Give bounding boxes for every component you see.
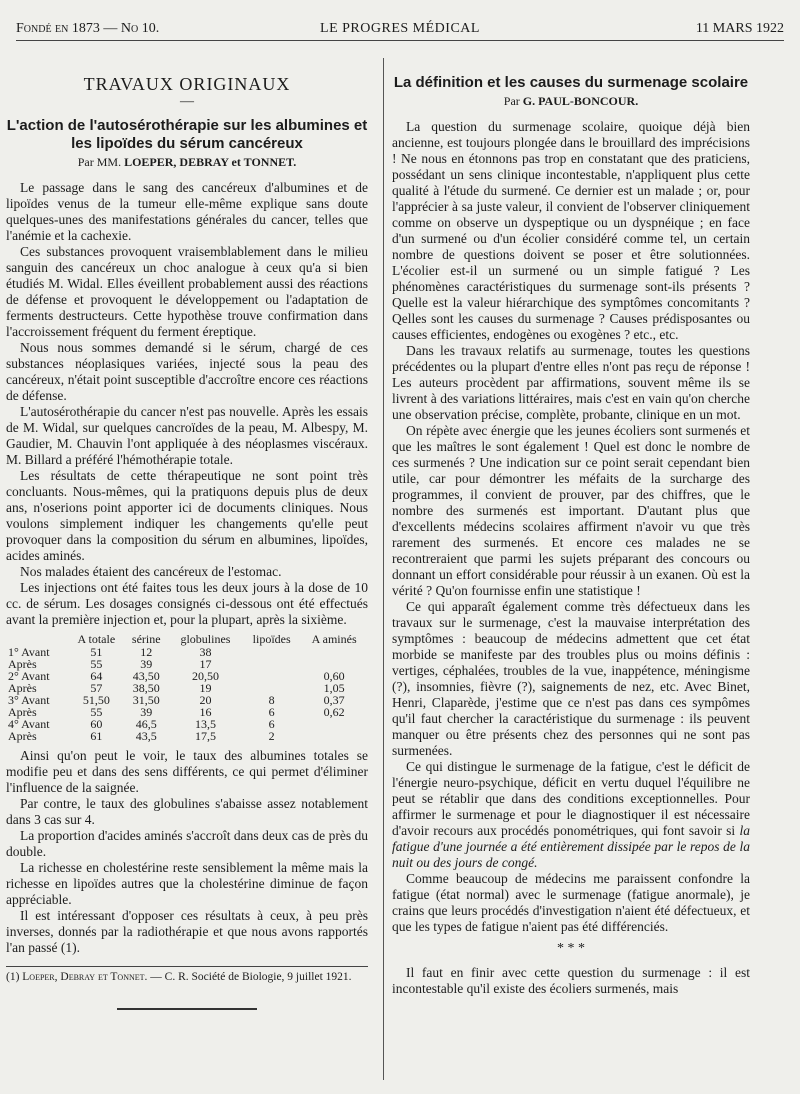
left-column — [6, 66, 368, 1016]
table-cell — [243, 658, 300, 670]
paragraph: Il faut en finir avec cette question du surmenage : il est incontestable qu'il existe des écoliers surmenés, mais — [392, 965, 750, 996]
table-cell — [300, 718, 368, 730]
table-header-cell: lipoïdes — [252, 632, 291, 646]
table-cell: 17,5 — [194, 729, 216, 743]
header-journal-title: LE PROGRES MÉDICAL — [320, 21, 480, 36]
table-cell: 51,50 — [82, 693, 110, 707]
table-cell: 20,50 — [191, 669, 219, 683]
table-cell: 38 — [199, 645, 212, 659]
section-heading: TRAVAUX ORIGINAUX — [83, 74, 291, 94]
table-cell: 0,37 — [323, 693, 345, 707]
paragraph: Ainsi qu'on peut le voir, le taux des albumines totales se modifie peu et dans des sens différents, ce qui permet d'éliminer l'influence de la saignée. — [6, 748, 368, 795]
table-header-cell — [6, 632, 68, 646]
table-row — [6, 658, 368, 670]
paragraph: Les résultats de cette thérapeutique ne sont point très concluants. Nous-mêmes, qui la pratiquons depuis plus de deux ans, n'oserions point apporter ici de documents cliniques. Nous voulons simplement indiquer les changements qu'elle peut provoquer dans la composition du sérum en albumines, lipoïdes, acides aminés. — [6, 468, 368, 563]
footnote — [6, 971, 368, 984]
section-dash: — — [180, 94, 194, 109]
paragraph: Par contre, le taux des globulines s'abaisse assez notablement dans 3 cas sur 4. — [6, 796, 368, 827]
table-cell: 19 — [199, 681, 212, 695]
paragraph: La proportion d'acides aminés s'accroît dans deux cas de près du double. — [6, 828, 368, 859]
header-founded: Fondé en 1873 — No 10. — [16, 21, 160, 36]
article-title-autoserotherapie: L'action de l'autosérothérapie sur les albumines et les lipoïdes du sérum cancéreux — [6, 117, 368, 152]
paragraph: La richesse en cholestérine reste sensiblement la même mais la richesse en lipoïdes autres que la cholestérine diminue de façon appréciable. — [6, 860, 368, 907]
table-cell: 0,60 — [323, 669, 345, 683]
table-row — [6, 706, 368, 718]
column-divider — [383, 58, 384, 1080]
table-cell: 31,50 — [132, 693, 160, 707]
table-row — [6, 670, 368, 682]
table-header-row — [6, 632, 368, 646]
paragraph-text: Ce qui distingue le surmenage de la fatigue, c'est le déficit de l'énergie neuro-psychique, déficit en vertu duquel l'équilibre ne peut se rétablir que dans des conditions exceptionnelles. Pour affirmer le surmenage et pour le diagnostiquer il est nécessaire d'avoir recours aux procédés ponométriques, qui font savoir si — [392, 759, 750, 838]
italic-quote: la fatigue d'une journée a été entièrement dissipée par le repos de la nuit ou des jours de congé. — [392, 823, 750, 870]
table-cell: 43,5 — [135, 729, 157, 743]
row-label: Après — [8, 681, 37, 695]
paragraph: Le passage dans le sang des cancéreux d'albumines et de lipoïdes venus de la tumeur elle-même explique sans doute quelques-unes des manifestations générales du cancer, telles que l'anémie et la cachexie. — [6, 180, 368, 243]
byline-author: G. PAUL-BONCOUR. — [522, 94, 639, 108]
table-cell: 16 — [199, 705, 212, 719]
footnote-reference: — C. R. Société de Biologie, 9 juillet 1921. — [150, 971, 352, 983]
row-label: 2° Avant — [8, 669, 50, 683]
table-cell: 17 — [199, 657, 212, 671]
byline-prefix: Par — [503, 94, 520, 108]
table-cell: 0,62 — [323, 705, 345, 719]
paragraph: Comme beaucoup de médecins me paraissent confondre la fatigue (état normal) avec le surmenage (fatigue anormale), je crains que leurs procédés d'investigation n'aient été défectueux, et que les types de fatigue n'aient pas été différenciés. — [392, 871, 750, 934]
paragraph: Ces substances provoquent vraisemblablement dans le milieu sanguin des cancéreux un choc analogue à ceux qu'a si bien étudiés M. Widal. Elles éveillent probablement aussi des réactions de défense et provoquent le développement ou l'adaptation de ferments destructeurs. Cette hypothèse trouve confirmation dans l'accroissement fréquent du ferment éreptique. — [6, 244, 368, 339]
table-header-cell: A totale — [77, 632, 116, 646]
article-title-surmenage: La définition et les causes du surmenage scolaire — [393, 74, 749, 91]
paragraph: Il est intéressant d'opposer ces résultats à ceux, à peu près inverses, donnés par la radiothérapie et que nous avons rapportés l'an passé (1). — [6, 908, 368, 955]
row-label: 3° Avant — [8, 693, 50, 707]
paragraph: L'autosérothérapie du cancer n'est pas nouvelle. Après les essais de M. Widal, sur quelques cancroïdes de la peau, M. Albespy, M. Gaudier, M. Chauvin l'ont appliquée à des néoplasmes viscéraux. M. Billard a préféré l'hémothérapie totale. — [6, 404, 368, 467]
table-header-cell: globulines — [180, 632, 231, 646]
table-cell — [243, 646, 300, 658]
table-cell: 55 — [90, 705, 103, 719]
footnote-rule — [6, 966, 368, 967]
table-cell: 64 — [90, 669, 103, 683]
table-cell: 12 — [140, 645, 153, 659]
paragraph: Ce qui apparaît également comme très défectueux dans les travaux sur le surmenage, c'est la mauvaise interprétation des symptômes : beaucoup de médecins admettent que cet état morbide se manifeste par des troubles plus ou moins définis : vertiges, céphalées, troubles de la vue, inappétence, méningisme (?), insomnies, fièvre (?), saignements de nez, etc. Avec Binet, Henri, Claparède, j'estime que ce n'est pas dans ces sympômes qu'il faut chercher la caractéristique du surmenage : ils peuvent manquer ou être présents chez des personnes qui ne sont pas surmenées. — [392, 599, 750, 758]
table-cell: 8 — [268, 693, 275, 707]
table-row — [6, 682, 368, 694]
table-row — [6, 646, 368, 658]
table-row — [6, 718, 368, 730]
article-byline — [6, 155, 368, 170]
table-cell: 2 — [268, 729, 275, 743]
table-cell — [243, 670, 300, 682]
row-label: Après — [8, 729, 37, 743]
end-ornament — [6, 1000, 368, 1016]
table-cell: 55 — [90, 657, 103, 671]
byline-prefix: Par MM. — [77, 155, 122, 169]
paragraph: On répète avec énergie que les jeunes écoliers sont surmenés et que les maîtres le sont également ! Quel est donc le nombre de ces surmenés ? Une indication sur ce point serait cependant bien utile, car pour démontrer les méfaits de la surcharge des programmes, il convient de prouver, par des chiffres, que le nombre des surmenés est important. D'autant plus que d'excellents médecins scolaires affirment n'avoir vu que très rarement des surmenés. Et encore ces malades ne se recontreraient que parmi les sujets préparant des concours ou donnant un effort considérable pour réussir à un exanen. Où est la vérité ? Qu'on fournisse enfin une statistique ! — [392, 423, 750, 598]
page-header — [16, 18, 784, 41]
header-date: 11 MARS 1922 — [695, 21, 784, 36]
row-label: Après — [8, 705, 37, 719]
table-cell: 6 — [268, 717, 275, 731]
table-row — [6, 730, 368, 742]
table-cell: 60 — [90, 717, 103, 731]
table-cell: 38,50 — [132, 681, 160, 695]
paragraph: Les injections ont été faites tous les deux jours à la dose de 10 cc. de sérum. Les dosages consignés ci-dessous ont été effectués avant la première injection et, pour la plupart, après la sixième. — [6, 580, 368, 627]
byline-authors: LOEPER, DEBRAY et TONNET. — [124, 155, 297, 169]
table-cell: 57 — [90, 681, 103, 695]
table-row — [6, 694, 368, 706]
table-cell: 13,5 — [194, 717, 216, 731]
table-cell: 46,5 — [135, 717, 157, 731]
table-cell: 43,50 — [132, 669, 160, 683]
paragraph — [392, 759, 750, 871]
results-table — [6, 632, 368, 742]
table-header-cell: A aminés — [311, 632, 357, 646]
footnote-authors: (1) Loeper, Debray et Tonnet. — [6, 971, 148, 983]
table-header-cell: sérine — [131, 632, 161, 646]
paragraph: Dans les travaux relatifs au surmenage, toutes les questions précédentes ou la plupart d'entre elles n'ont pas reçu de réponse ! Les auteurs procèdent par affirmations, souvent même ils se livrent à des variations littéraires, mais c'est en vain qu'on cherche une observation précise, complète, probante, clinique en un mot. — [392, 343, 750, 422]
article-byline — [392, 94, 750, 109]
paragraph: Nous nous sommes demandé si le sérum, chargé de ces substances néoplasiques variées, injecté sous la peau des cancéreux, n'était point susceptible d'accroître encore ces réactions de défense. — [6, 340, 368, 403]
table-cell: 51 — [90, 645, 103, 659]
asterism: * * * — [557, 941, 585, 956]
table-cell: 61 — [90, 729, 103, 743]
table-cell: 1,05 — [323, 681, 345, 695]
right-column — [392, 66, 750, 997]
row-label: 4° Avant — [8, 717, 50, 731]
paragraph: La question du surmenage scolaire, quoique déjà bien ancienne, est toujours plongée dans le brouillard des imprécisions ! Ne nous en étonnons pas trop en constatant que des praticiens, possédant un sens clinique incontestable, n'appliquent plus cette qualité à l'étude du surmené. Ce dernier est un malade ; or, pour l'apprécier à sa juste valeur, il convient de l'observer cliniquement comme on observe un dyspeptique ou un dyspnéique ; en face d'un surmené ou d'un écolier considéré comme tel, un certain nombre de questions doivent se poser et être solutionnées. L'écolier est-il un surmené ou un simple fatigué ? Les phénomènes caractéristiques du surmenage sont-ils présents ? Quelle est la valeur hiérarchique des symptômes concomitants ? Qelles sont les causes du surmenage ? Causes prédisposantes ou causes efficientes, endogènes ou exogènes ? etc., etc. — [392, 119, 750, 342]
table-cell: 6 — [268, 705, 275, 719]
paragraph: Nos malades étaient des cancéreux de l'estomac. — [20, 564, 282, 579]
table-cell: 39 — [140, 705, 153, 719]
row-label: Après — [8, 657, 37, 671]
table-cell: 39 — [140, 657, 153, 671]
table-cell — [300, 730, 368, 742]
row-label: 1° Avant — [8, 645, 50, 659]
table-cell: 20 — [199, 693, 212, 707]
table-cell — [300, 646, 368, 658]
